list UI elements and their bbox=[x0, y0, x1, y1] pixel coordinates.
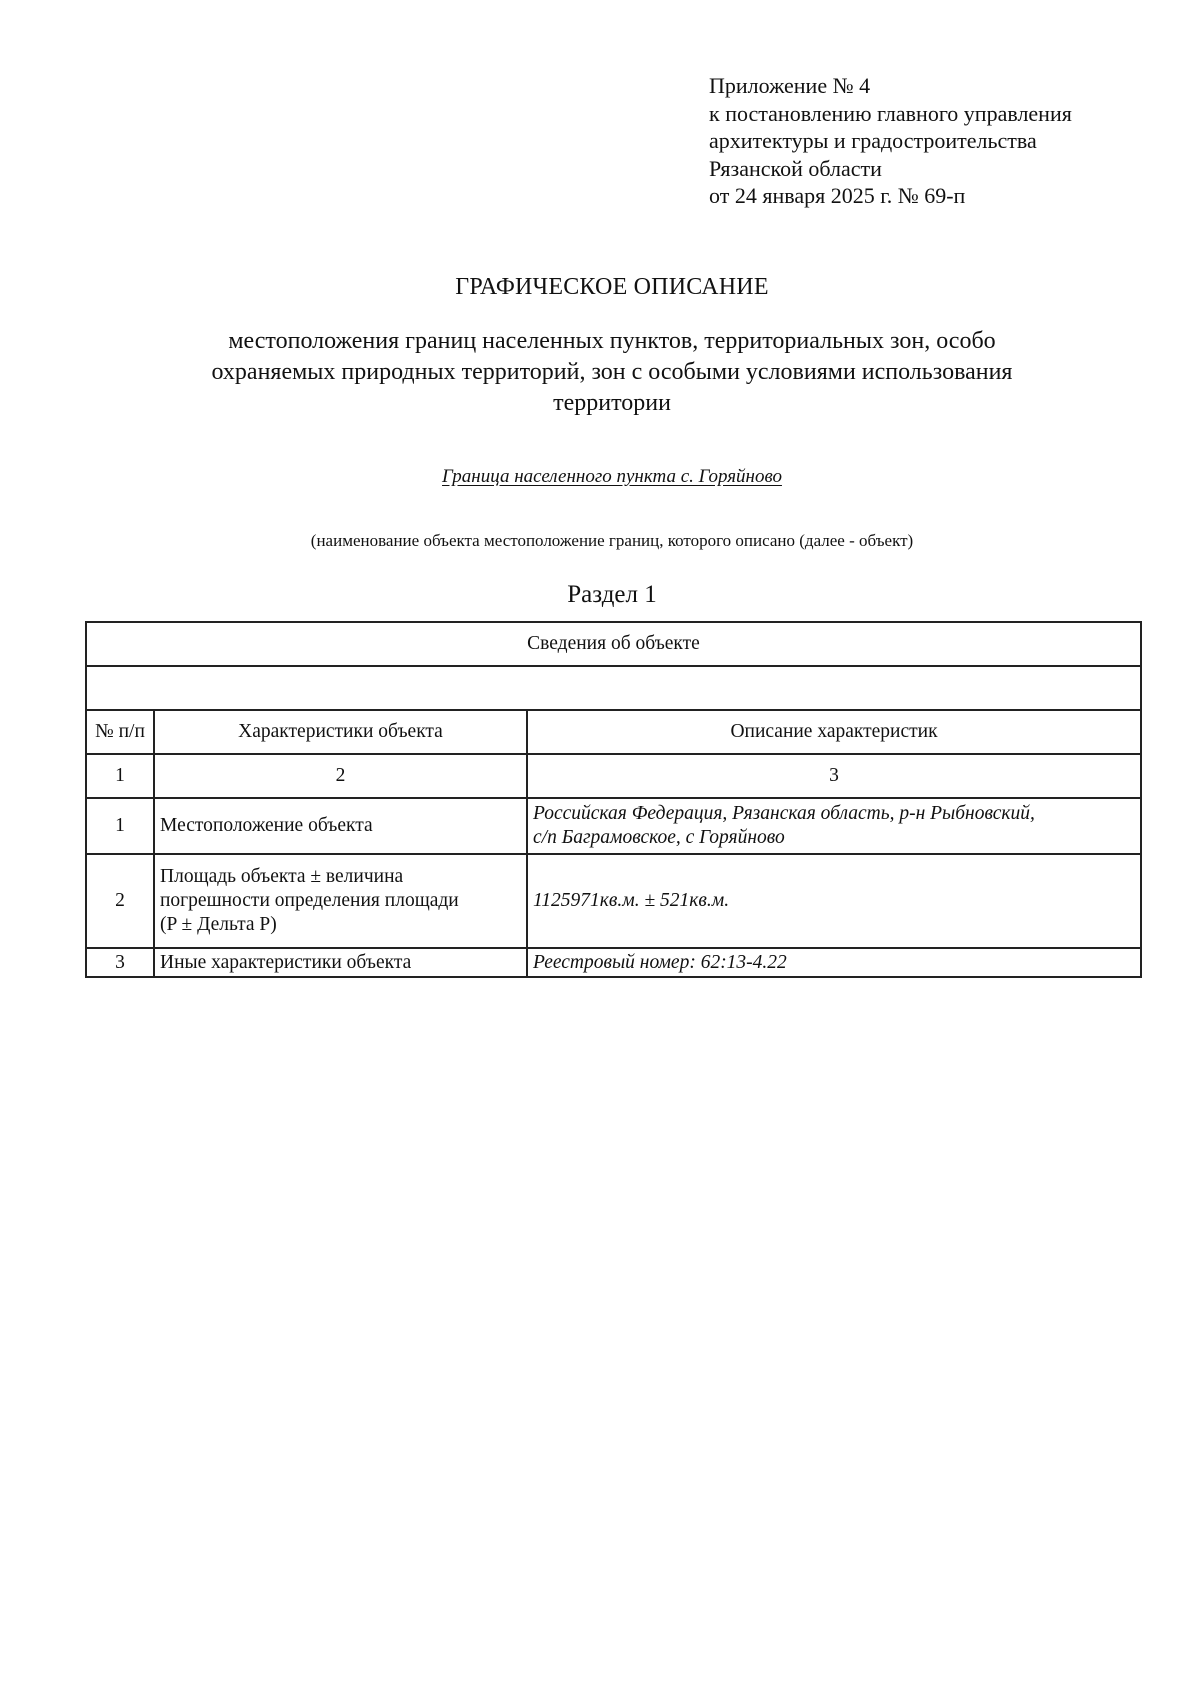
appendix-line: Рязанской области bbox=[709, 155, 882, 181]
appendix-line: от 24 января 2025 г. № 69-п bbox=[709, 183, 966, 208]
col-header-description: Описание характеристик bbox=[527, 710, 1141, 754]
row-number: 2 bbox=[86, 854, 154, 948]
appendix-line: Приложение № 4 bbox=[709, 73, 871, 98]
appendix-line: архитектуры и градостроительства bbox=[709, 128, 1037, 153]
row-characteristic: Местоположение объекта bbox=[154, 798, 527, 854]
row-characteristic: Иные характеристики объекта bbox=[154, 948, 527, 977]
appendix-block bbox=[709, 72, 1072, 210]
row-number: 1 bbox=[86, 798, 154, 854]
col-header-characteristic: Характеристики объекта bbox=[154, 710, 527, 754]
row-description: 1125971кв.м. ± 521кв.м. bbox=[527, 854, 1141, 948]
section-heading: Раздел 1 bbox=[567, 581, 657, 608]
object-info-table bbox=[85, 621, 1142, 978]
characteristic-line: Площадь объекта ± величина bbox=[160, 866, 404, 887]
table-blank-row bbox=[86, 666, 1141, 710]
subtitle-line: местоположения границ населенных пунктов, территориальных зон, особо bbox=[228, 328, 996, 354]
object-name bbox=[0, 466, 1200, 488]
row-description bbox=[527, 798, 1141, 854]
row-number: 3 bbox=[86, 948, 154, 977]
table-header-row bbox=[86, 622, 1141, 666]
object-name-caption: (наименование объекта местоположение границ, которого описано (далее - объект) bbox=[310, 531, 914, 550]
col-number: 3 bbox=[527, 754, 1141, 798]
table-column-headers bbox=[86, 710, 1141, 754]
appendix-line: к постановлению главного управления bbox=[709, 100, 1072, 126]
description-line: с/п Баграмовское, с Горяйново bbox=[533, 827, 785, 848]
characteristic-line: (P ± Дельта P) bbox=[160, 914, 277, 935]
document-subtitle bbox=[120, 326, 1104, 419]
document-title: ГРАФИЧЕСКОЕ ОПИСАНИЕ bbox=[455, 274, 769, 300]
subtitle-line: охраняемых природных территорий, зон с особыми условиями использования bbox=[211, 359, 1013, 385]
row-characteristic bbox=[154, 854, 527, 948]
col-number: 2 bbox=[154, 754, 527, 798]
characteristic-line: погрешности определения площади bbox=[160, 890, 459, 911]
row-description: Реестровый номер: 62:13-4.22 bbox=[527, 948, 1141, 977]
table-column-numbers bbox=[86, 754, 1141, 798]
col-number: 1 bbox=[86, 754, 154, 798]
table-blank-cell bbox=[86, 666, 1141, 710]
table-row bbox=[86, 798, 1141, 854]
description-line: Российская Федерация, Рязанская область, р-н Рыбновский, bbox=[533, 803, 1035, 824]
subtitle-line: территории bbox=[553, 390, 671, 416]
table-row bbox=[86, 948, 1141, 977]
table-header: Сведения об объекте bbox=[86, 622, 1141, 666]
object-name-text: Граница населенного пункта с. Горяйново bbox=[442, 466, 782, 487]
table-row bbox=[86, 854, 1141, 948]
col-header-number: № п/п bbox=[86, 710, 154, 754]
